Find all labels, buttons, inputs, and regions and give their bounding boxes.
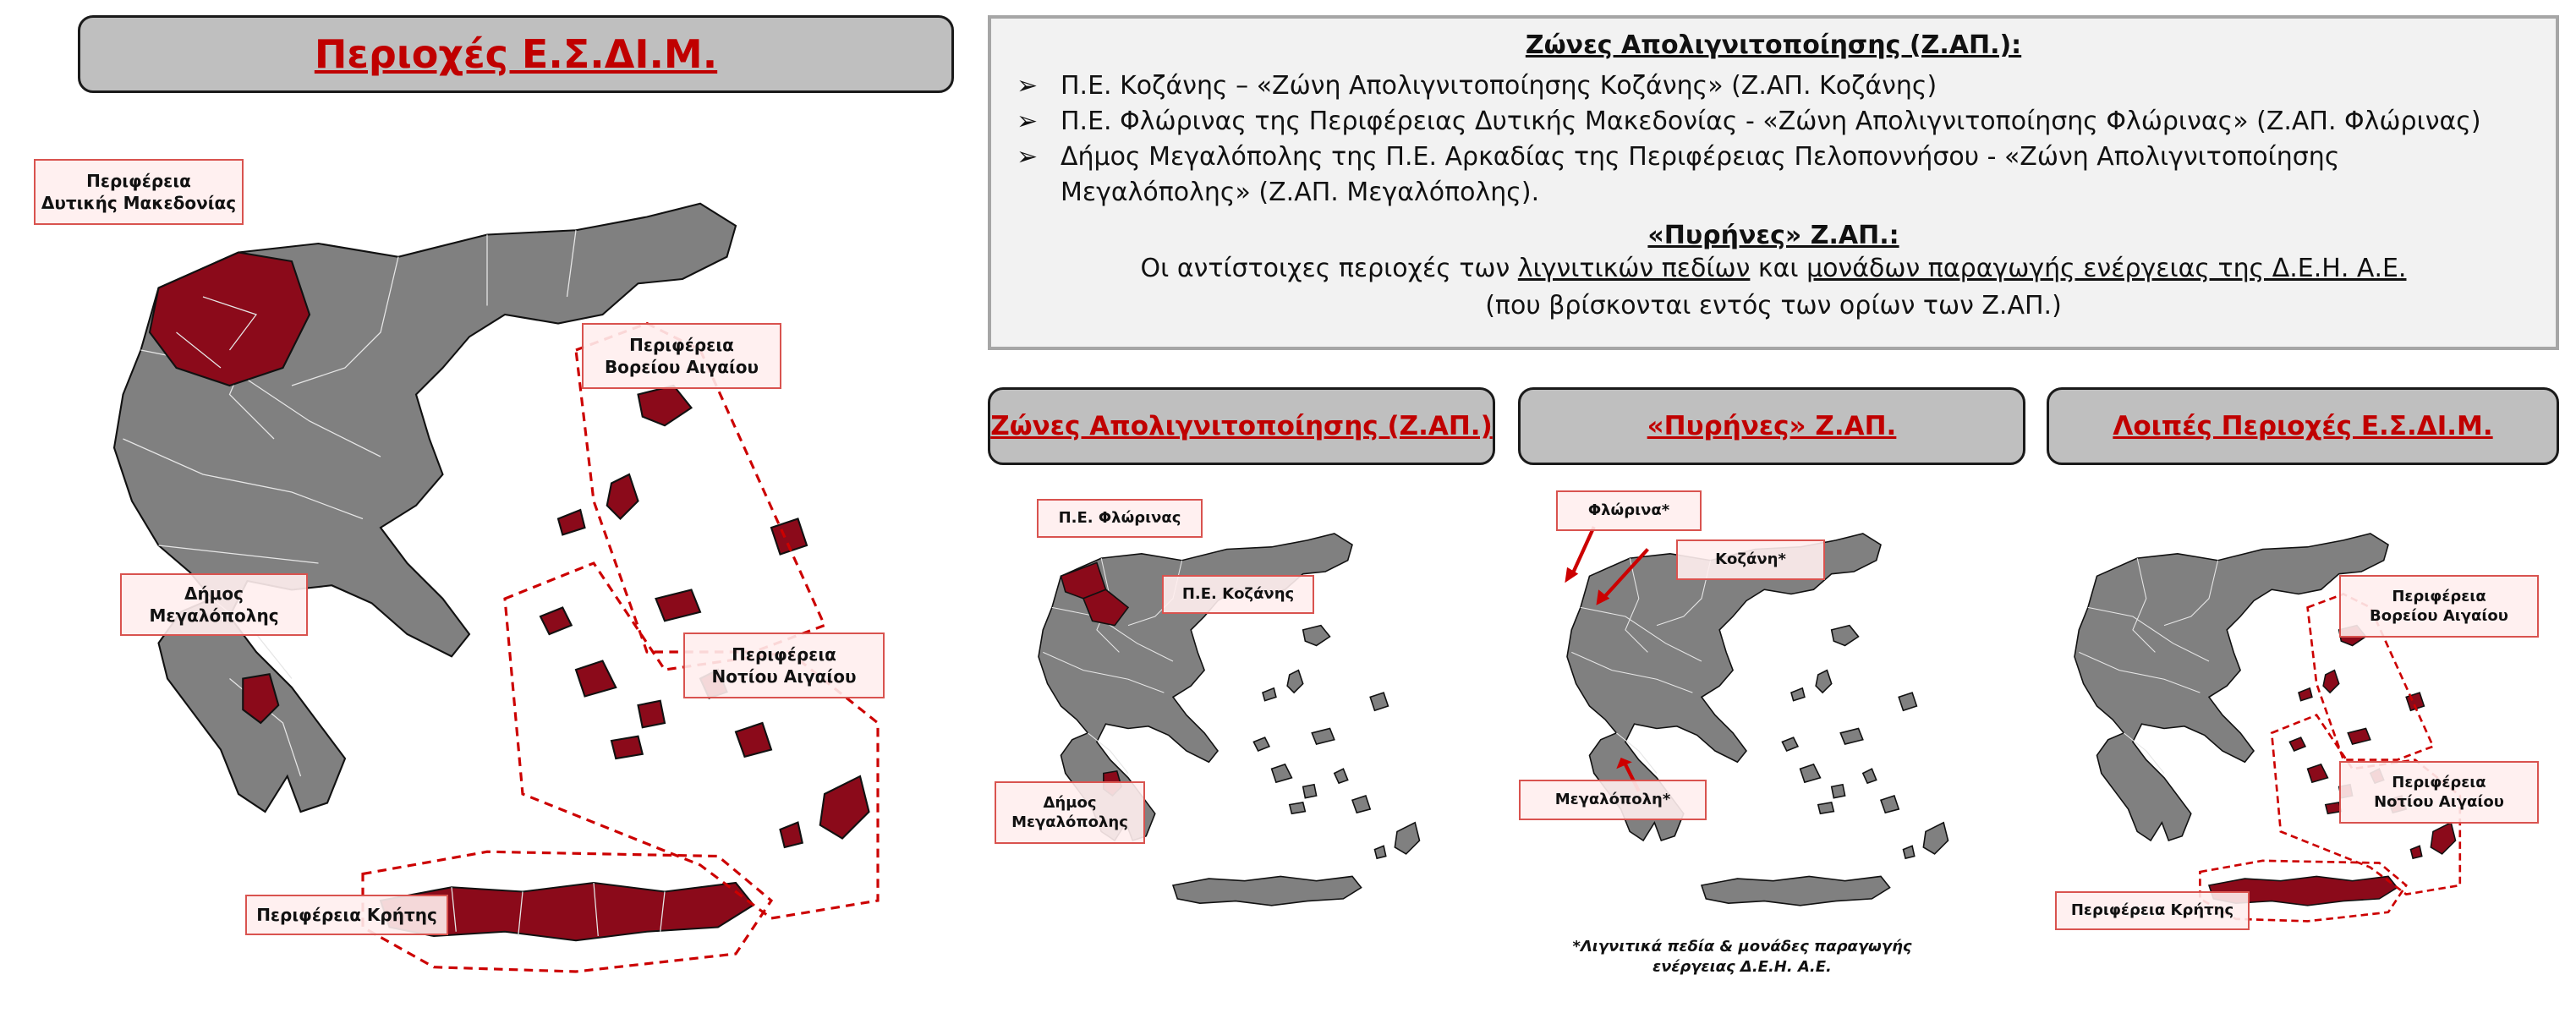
label-north-aegean: Περιφέρεια Βορείου Αιγαίου bbox=[2339, 575, 2539, 638]
info-bullets bbox=[991, 68, 2556, 211]
arrow-bullet-icon: ➢ bbox=[1017, 107, 1039, 136]
info-bullet: ➢ Π.Ε. Φλώρινας της Περιφέρειας Δυτικής Μακεδονίας - «Ζώνη Απολιγνιτοποίησης Φλώρινας» (Ζ.ΑΠ. Φλώρινας) bbox=[1010, 104, 2522, 140]
label-kozani: Π.Ε. Κοζάνης bbox=[1162, 575, 1314, 614]
label-crete: Περιφέρεια Κρήτης bbox=[245, 895, 448, 935]
panel3-title-banner bbox=[2047, 387, 2559, 465]
arrow-bullet-icon: ➢ bbox=[1017, 71, 1039, 101]
info-bullet: ➢ Π.Ε. Κοζάνης – «Ζώνη Απολιγνιτοποίησης Κοζάνης» (Ζ.ΑΠ. Κοζάνης) bbox=[1010, 68, 2522, 104]
arrow-bullet-icon: ➢ bbox=[1017, 142, 1039, 172]
info-line: Οι αντίστοιχες περιοχές των λιγνιτικών πεδίων και μονάδων παραγωγής ενέργειας της Δ.Ε.Η. Α.Ε. bbox=[1140, 254, 2407, 283]
label-megalopoli-core: Μεγαλόπολη* bbox=[1519, 780, 1707, 820]
panel1-title-banner bbox=[988, 387, 1495, 465]
label-megalopoli: Δήμος Μεγαλόπολης bbox=[995, 781, 1145, 844]
panel2-title: «Πυρήνες» Ζ.ΑΠ. bbox=[1647, 411, 1897, 441]
label-florina: Π.Ε. Φλώρινας bbox=[1037, 499, 1203, 538]
footnote: *Λιγνιτικά πεδία & μονάδες παραγωγής ενέργειας Δ.Ε.Η. Α.Ε. bbox=[1572, 938, 1912, 976]
panel2-title-banner bbox=[1518, 387, 2025, 465]
panel3-title: Λοιπές Περιοχές Ε.Σ.ΔΙ.Μ. bbox=[2113, 411, 2493, 441]
label-north-aegean: Περιφέρεια Βορείου Αιγαίου bbox=[582, 323, 781, 389]
info-line-2: (που βρίσκονται εντός των ορίων των Ζ.ΑΠ.) bbox=[1485, 291, 2062, 320]
label-megalopoli: Δήμος Μεγαλόπολης bbox=[120, 573, 308, 636]
main-title: Περιοχές Ε.Σ.ΔΙ.Μ. bbox=[314, 31, 718, 77]
label-south-aegean: Περιφέρεια Νοτίου Αιγαίου bbox=[683, 632, 885, 698]
label-crete: Περιφέρεια Κρήτης bbox=[2055, 891, 2250, 930]
panel1-title: Ζώνες Απολιγνιτοποίησης (Ζ.ΑΠ.) bbox=[990, 411, 1493, 441]
info-bullet: ➢ Δήμος Μεγαλόπολης της Π.Ε. Αρκαδίας της Περιφέρειας Πελοποννήσου - «Ζώνη Απολιγνιτοποίησης Μεγαλόπολης» (Ζ.ΑΠ. Μεγαλόπολης). bbox=[1010, 140, 2522, 211]
label-florina-core: Φλώρινα* bbox=[1556, 490, 1702, 531]
info-box bbox=[988, 15, 2559, 350]
label-south-aegean: Περιφέρεια Νοτίου Αιγαίου bbox=[2339, 761, 2539, 824]
main-title-banner bbox=[78, 15, 954, 93]
info-subheading: «Πυρήνες» Ζ.ΑΠ.: bbox=[1647, 221, 1899, 250]
panel2-map bbox=[1565, 527, 1948, 906]
label-kozani-core: Κοζάνη* bbox=[1676, 539, 1825, 580]
label-west-macedonia: Περιφέρεια Δυτικής Μακεδονίας bbox=[34, 159, 244, 225]
info-heading: Ζώνες Απολιγνιτοποίησης (Ζ.ΑΠ.): bbox=[1525, 30, 2022, 60]
